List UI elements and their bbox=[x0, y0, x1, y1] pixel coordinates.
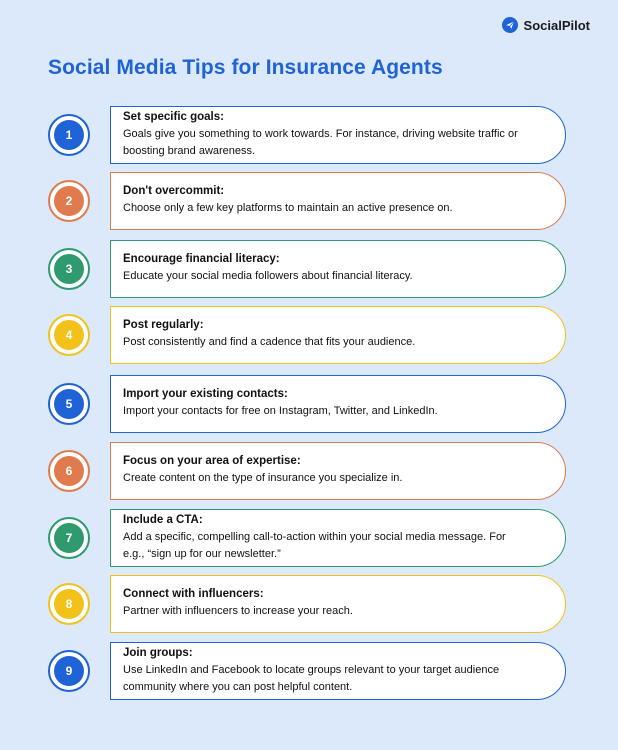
tip-heading: Post regularly: bbox=[123, 319, 204, 331]
tip-text: Post consistently and find a cadence that fits your audience. bbox=[123, 336, 416, 348]
step-number-badge bbox=[48, 114, 90, 156]
tip-heading: Include a CTA: bbox=[123, 513, 203, 526]
tip-heading: Connect with influencers: bbox=[123, 588, 264, 600]
tip-heading: Don't overcommit: bbox=[123, 185, 225, 197]
tip-card bbox=[110, 306, 566, 364]
tip-card bbox=[110, 106, 566, 164]
step-number-badge bbox=[48, 180, 90, 222]
tip-text: Use LinkedIn and Facebook to locate groups relevant to your target audience community where you can post helpful content. bbox=[123, 663, 500, 693]
tip-card bbox=[110, 240, 566, 298]
step-number: 5 bbox=[65, 397, 73, 411]
brand bbox=[502, 17, 590, 33]
tip-heading: Import your existing contacts: bbox=[123, 388, 288, 400]
tip-text: Goals give you something to work towards. For instance, driving website traffic or boosting brand awareness. bbox=[123, 127, 518, 157]
step-number: 2 bbox=[65, 194, 73, 208]
tip-card bbox=[110, 509, 566, 567]
step-number: 8 bbox=[65, 597, 73, 611]
tip-item bbox=[48, 172, 566, 230]
tip-heading: Join groups: bbox=[123, 646, 193, 659]
tip-item bbox=[48, 306, 566, 364]
step-number: 3 bbox=[65, 262, 73, 276]
tip-item bbox=[48, 375, 566, 433]
step-number: 4 bbox=[65, 328, 73, 342]
step-number: 6 bbox=[65, 464, 73, 478]
step-number-badge bbox=[48, 517, 90, 559]
step-number-badge bbox=[48, 248, 90, 290]
step-number: 9 bbox=[65, 664, 73, 678]
step-number-badge bbox=[48, 450, 90, 492]
step-number: 7 bbox=[65, 531, 73, 545]
step-number-badge bbox=[48, 583, 90, 625]
tip-item bbox=[48, 106, 566, 164]
tip-text: Import your contacts for free on Instagram, Twitter, and LinkedIn. bbox=[123, 405, 438, 417]
tip-text: Add a specific, compelling call-to-action within your social media message. For e.g., “sign up for our newsletter.” bbox=[123, 530, 506, 560]
tip-item bbox=[48, 509, 566, 567]
tip-text: Choose only a few key platforms to maintain an active presence on. bbox=[123, 202, 453, 214]
tip-heading: Set specific goals: bbox=[123, 110, 224, 123]
brand-name: SocialPilot bbox=[523, 17, 590, 33]
tip-item bbox=[48, 575, 566, 633]
tip-item bbox=[48, 442, 566, 500]
tip-heading: Focus on your area of expertise: bbox=[123, 455, 301, 467]
tip-item bbox=[48, 240, 566, 298]
step-number-badge bbox=[48, 650, 90, 692]
tip-card bbox=[110, 442, 566, 500]
tip-card bbox=[110, 642, 566, 700]
tip-text: Educate your social media followers about financial literacy. bbox=[123, 270, 413, 282]
page-title: Social Media Tips for Insurance Agents bbox=[48, 56, 443, 79]
paper-plane-icon bbox=[502, 17, 518, 33]
step-number-badge bbox=[48, 383, 90, 425]
step-number-badge bbox=[48, 314, 90, 356]
tip-item bbox=[48, 642, 566, 700]
tip-heading: Encourage financial literacy: bbox=[123, 253, 280, 265]
tip-card bbox=[110, 172, 566, 230]
tip-card bbox=[110, 575, 566, 633]
step-number: 1 bbox=[65, 128, 73, 142]
tip-card bbox=[110, 375, 566, 433]
tip-text: Partner with influencers to increase your reach. bbox=[123, 605, 353, 617]
tip-text: Create content on the type of insurance you specialize in. bbox=[123, 472, 403, 484]
